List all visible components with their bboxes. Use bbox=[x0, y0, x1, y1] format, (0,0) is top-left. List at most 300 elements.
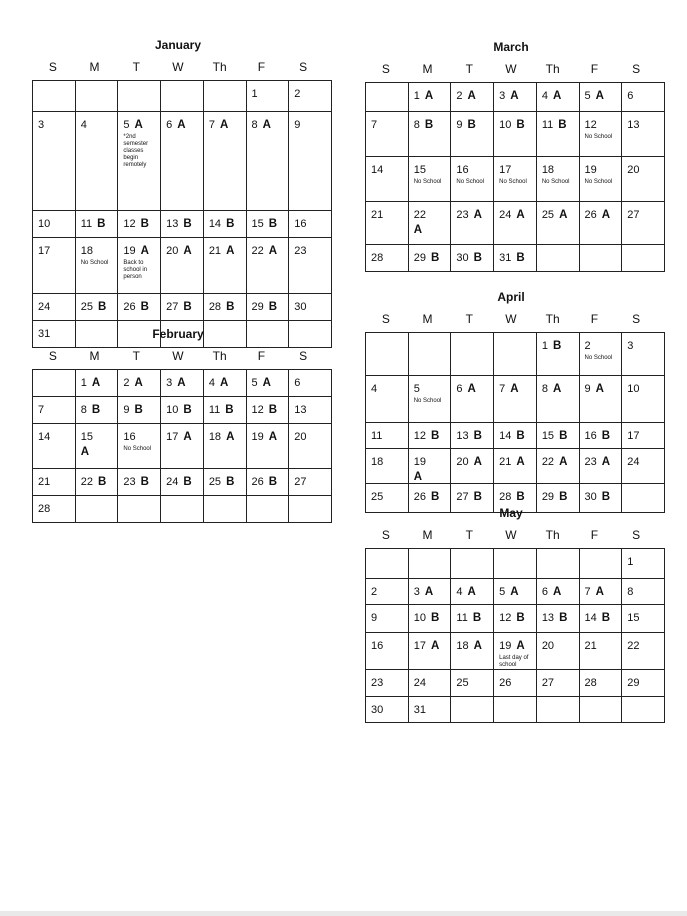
weekday-header-row bbox=[365, 312, 657, 326]
day-number: 7 bbox=[584, 586, 591, 598]
weekday-header: S bbox=[381, 528, 390, 542]
day-cell bbox=[579, 449, 622, 484]
day-number: 19 bbox=[499, 640, 512, 652]
weekday-header: M bbox=[422, 528, 433, 542]
day-cell bbox=[118, 424, 161, 469]
day-rotation-letter: A bbox=[559, 209, 568, 221]
day-number: 14 bbox=[371, 164, 384, 176]
day-number: 1 bbox=[251, 88, 258, 100]
weekday-header: F bbox=[590, 62, 599, 76]
weekday-header: T bbox=[132, 60, 140, 74]
weekday-header: Th bbox=[545, 528, 560, 542]
day-number: 9 bbox=[123, 404, 130, 416]
weekday-header: S bbox=[381, 62, 390, 76]
day-cell bbox=[622, 333, 665, 376]
day-number: 27 bbox=[294, 476, 307, 488]
day-number: 15 bbox=[251, 218, 264, 230]
day-number: 15 bbox=[541, 430, 555, 442]
day-rotation-letter: A bbox=[140, 245, 149, 257]
day-number: 30 bbox=[294, 301, 307, 313]
day-cell bbox=[494, 579, 537, 605]
day-number: 28 bbox=[38, 503, 51, 515]
day-number: 16 bbox=[371, 640, 384, 652]
day-cell bbox=[33, 294, 76, 321]
weekday-header-row bbox=[365, 62, 657, 76]
day-number: 8 bbox=[541, 383, 548, 395]
day-cell bbox=[622, 112, 665, 157]
day-rotation-letter: B bbox=[559, 430, 568, 442]
day-number: 14 bbox=[584, 612, 597, 624]
day-number: 28 bbox=[584, 677, 597, 689]
day-number: 25 bbox=[80, 301, 93, 313]
day-cell bbox=[366, 449, 409, 484]
day-cell bbox=[161, 424, 204, 469]
day-number: 26 bbox=[251, 476, 264, 488]
week-row bbox=[33, 424, 332, 469]
day-number: 3 bbox=[499, 90, 506, 102]
day-number: 31 bbox=[499, 252, 512, 264]
day-number: 2 bbox=[456, 90, 463, 102]
day-number: 18 bbox=[208, 431, 222, 443]
day-cell bbox=[75, 112, 118, 211]
day-rotation-letter: A bbox=[430, 640, 440, 652]
day-cell bbox=[622, 157, 665, 202]
day-rotation-letter: B bbox=[226, 301, 235, 313]
week-row bbox=[33, 469, 332, 496]
day-number: 18 bbox=[541, 164, 555, 176]
day-cell bbox=[451, 549, 494, 579]
day-note: *2nd semester classes begin remotely bbox=[123, 134, 149, 168]
week-row bbox=[33, 397, 332, 424]
day-number: 10 bbox=[627, 383, 640, 395]
day-cell bbox=[366, 83, 409, 112]
day-rotation-letter: B bbox=[516, 252, 525, 264]
day-number: 10 bbox=[499, 119, 512, 131]
week-row bbox=[366, 333, 665, 376]
day-number: 27 bbox=[166, 301, 179, 313]
day-cell bbox=[161, 370, 204, 397]
day-rotation-letter: B bbox=[472, 612, 482, 624]
day-rotation-letter: A bbox=[413, 224, 423, 236]
day-cell bbox=[536, 376, 579, 423]
day-rotation-letter: A bbox=[413, 471, 423, 483]
day-cell bbox=[408, 202, 451, 245]
day-number: 5 bbox=[584, 90, 591, 102]
day-cell bbox=[579, 245, 622, 272]
calendar-grid bbox=[32, 80, 332, 348]
week-row bbox=[366, 697, 665, 723]
day-cell bbox=[289, 81, 332, 112]
day-cell bbox=[494, 376, 537, 423]
day-rotation-letter: A bbox=[510, 586, 519, 598]
day-cell bbox=[536, 157, 579, 202]
day-cell bbox=[289, 238, 332, 294]
day-number: 11 bbox=[541, 119, 554, 131]
day-rotation-letter: B bbox=[183, 476, 192, 488]
day-cell bbox=[366, 376, 409, 423]
day-number: 20 bbox=[456, 456, 469, 468]
day-number: 23 bbox=[456, 209, 469, 221]
day-number: 22 bbox=[541, 456, 555, 468]
day-rotation-letter: A bbox=[510, 90, 519, 102]
day-cell bbox=[118, 496, 161, 523]
day-number: 1 bbox=[413, 90, 420, 102]
day-cell bbox=[494, 670, 537, 697]
day-number: 4 bbox=[208, 377, 215, 389]
day-cell bbox=[408, 112, 451, 157]
day-number: 2 bbox=[584, 340, 591, 352]
day-cell bbox=[161, 112, 204, 211]
day-cell bbox=[33, 370, 76, 397]
day-number: 23 bbox=[584, 456, 597, 468]
day-cell bbox=[289, 211, 332, 238]
day-cell bbox=[579, 697, 622, 723]
day-cell bbox=[75, 81, 118, 112]
day-note: No School bbox=[456, 179, 485, 185]
day-rotation-letter: B bbox=[140, 476, 149, 488]
day-rotation-letter: B bbox=[473, 252, 482, 264]
day-number: 24 bbox=[413, 677, 426, 689]
day-number: 4 bbox=[541, 90, 548, 102]
day-cell bbox=[203, 81, 246, 112]
day-number: 22 bbox=[251, 245, 264, 257]
day-cell bbox=[494, 112, 537, 157]
day-number: 10 bbox=[38, 218, 51, 230]
day-cell bbox=[494, 423, 537, 449]
day-rotation-letter: B bbox=[140, 301, 149, 313]
day-rotation-letter: A bbox=[177, 377, 186, 389]
day-number: 30 bbox=[371, 704, 384, 716]
day-number: 29 bbox=[413, 252, 426, 264]
day-number: 5 bbox=[499, 586, 506, 598]
day-rotation-letter: A bbox=[268, 245, 278, 257]
day-number: 25 bbox=[208, 476, 222, 488]
month-title: February bbox=[152, 327, 204, 341]
day-cell bbox=[579, 202, 622, 245]
day-rotation-letter: A bbox=[219, 377, 229, 389]
day-number: 21 bbox=[38, 476, 51, 488]
day-number: 10 bbox=[413, 612, 426, 624]
day-number: 30 bbox=[456, 252, 469, 264]
day-number: 24 bbox=[166, 476, 179, 488]
day-cell bbox=[246, 469, 289, 496]
day-cell bbox=[366, 633, 409, 670]
day-cell bbox=[366, 245, 409, 272]
day-number: 12 bbox=[251, 404, 264, 416]
day-cell bbox=[451, 449, 494, 484]
day-number: 20 bbox=[166, 245, 179, 257]
day-number: 21 bbox=[499, 456, 512, 468]
day-cell bbox=[622, 245, 665, 272]
day-cell bbox=[203, 211, 246, 238]
weekday-header-row bbox=[32, 349, 324, 363]
day-number: 27 bbox=[541, 677, 555, 689]
day-rotation-letter: B bbox=[134, 404, 143, 416]
day-cell bbox=[366, 697, 409, 723]
weekday-header: M bbox=[89, 349, 100, 363]
day-number: 21 bbox=[208, 245, 222, 257]
day-cell bbox=[161, 211, 204, 238]
day-rotation-letter: B bbox=[601, 612, 611, 624]
day-cell bbox=[408, 333, 451, 376]
day-rotation-letter: B bbox=[268, 218, 278, 230]
day-cell bbox=[289, 370, 332, 397]
week-row bbox=[366, 245, 665, 272]
day-number: 13 bbox=[294, 404, 307, 416]
week-row bbox=[366, 579, 665, 605]
calendar-grid bbox=[365, 548, 665, 723]
day-cell bbox=[622, 449, 665, 484]
day-number: 20 bbox=[294, 431, 307, 443]
day-number: 23 bbox=[294, 245, 307, 257]
day-rotation-letter: A bbox=[183, 245, 192, 257]
day-cell bbox=[536, 423, 579, 449]
day-number: 7 bbox=[208, 119, 215, 131]
weekday-header: T bbox=[465, 312, 473, 326]
day-number: 15 bbox=[80, 431, 93, 443]
day-number: 11 bbox=[80, 218, 93, 230]
weekday-header: M bbox=[422, 62, 433, 76]
week-row bbox=[33, 370, 332, 397]
day-cell bbox=[75, 496, 118, 523]
day-number: 12 bbox=[413, 430, 426, 442]
day-note: No School bbox=[413, 398, 442, 404]
day-number: 27 bbox=[456, 491, 469, 503]
day-cell bbox=[408, 579, 451, 605]
day-rotation-letter: B bbox=[183, 218, 192, 230]
day-number: 28 bbox=[208, 301, 222, 313]
day-number: 17 bbox=[413, 640, 426, 652]
day-cell bbox=[366, 333, 409, 376]
day-cell bbox=[203, 294, 246, 321]
day-cell bbox=[536, 549, 579, 579]
day-number: 23 bbox=[371, 677, 384, 689]
day-number: 3 bbox=[413, 586, 420, 598]
day-cell bbox=[118, 397, 161, 424]
day-cell bbox=[408, 245, 451, 272]
day-number: 22 bbox=[627, 640, 640, 652]
day-cell bbox=[246, 370, 289, 397]
day-cell bbox=[408, 83, 451, 112]
day-cell bbox=[451, 423, 494, 449]
day-cell bbox=[366, 670, 409, 697]
day-number: 8 bbox=[413, 119, 420, 131]
day-cell bbox=[75, 370, 118, 397]
day-cell bbox=[289, 496, 332, 523]
week-row bbox=[366, 633, 665, 670]
day-number: 1 bbox=[627, 556, 634, 568]
day-cell bbox=[451, 202, 494, 245]
weekday-header: S bbox=[632, 312, 641, 326]
week-row bbox=[366, 157, 665, 202]
day-number: 25 bbox=[541, 209, 555, 221]
day-cell bbox=[408, 449, 451, 484]
day-cell bbox=[366, 579, 409, 605]
day-cell bbox=[33, 469, 76, 496]
day-number: 25 bbox=[456, 677, 469, 689]
day-rotation-letter: B bbox=[226, 476, 235, 488]
weekday-header: W bbox=[505, 528, 517, 542]
day-cell bbox=[494, 449, 537, 484]
day-cell bbox=[246, 81, 289, 112]
day-cell bbox=[118, 211, 161, 238]
day-rotation-letter: A bbox=[559, 456, 568, 468]
day-rotation-letter: B bbox=[430, 491, 440, 503]
day-rotation-letter: A bbox=[80, 446, 90, 458]
day-cell bbox=[494, 333, 537, 376]
weekday-header: Th bbox=[212, 349, 227, 363]
day-number: 28 bbox=[371, 252, 384, 264]
day-rotation-letter: B bbox=[473, 430, 482, 442]
day-rotation-letter: B bbox=[516, 612, 525, 624]
day-cell bbox=[494, 633, 537, 670]
day-number: 13 bbox=[456, 430, 469, 442]
day-number: 14 bbox=[208, 218, 222, 230]
day-number: 29 bbox=[251, 301, 264, 313]
day-rotation-letter: A bbox=[516, 640, 525, 652]
day-cell bbox=[408, 697, 451, 723]
weekday-header: S bbox=[48, 60, 57, 74]
day-rotation-letter: A bbox=[595, 90, 604, 102]
day-cell bbox=[408, 633, 451, 670]
day-number: 16 bbox=[456, 164, 469, 176]
weekday-header: Th bbox=[212, 60, 227, 74]
day-number: 21 bbox=[584, 640, 597, 652]
day-number: 20 bbox=[627, 164, 640, 176]
day-cell bbox=[622, 670, 665, 697]
day-rotation-letter: B bbox=[430, 252, 440, 264]
day-note: Back to school in person bbox=[123, 260, 148, 280]
day-cell bbox=[579, 549, 622, 579]
day-rotation-letter: A bbox=[516, 456, 525, 468]
day-cell bbox=[408, 549, 451, 579]
day-cell bbox=[246, 211, 289, 238]
day-rotation-letter: B bbox=[467, 119, 476, 131]
day-rotation-letter: A bbox=[268, 431, 278, 443]
day-cell bbox=[579, 83, 622, 112]
day-cell bbox=[203, 424, 246, 469]
day-cell bbox=[536, 670, 579, 697]
week-row bbox=[366, 83, 665, 112]
weekday-header: W bbox=[505, 62, 517, 76]
week-row bbox=[366, 449, 665, 484]
day-number: 29 bbox=[541, 491, 555, 503]
day-number: 18 bbox=[456, 640, 469, 652]
calendar-grid bbox=[32, 369, 332, 523]
day-cell bbox=[494, 245, 537, 272]
day-number: 27 bbox=[627, 209, 640, 221]
day-cell bbox=[622, 423, 665, 449]
day-cell bbox=[579, 423, 622, 449]
day-number: 25 bbox=[371, 491, 384, 503]
week-row bbox=[366, 605, 665, 633]
day-number: 24 bbox=[499, 209, 512, 221]
day-number: 17 bbox=[627, 430, 640, 442]
day-cell bbox=[75, 238, 118, 294]
day-cell bbox=[118, 469, 161, 496]
day-number: 30 bbox=[584, 491, 597, 503]
day-cell bbox=[451, 376, 494, 423]
day-cell bbox=[33, 81, 76, 112]
day-cell bbox=[33, 424, 76, 469]
day-cell bbox=[289, 424, 332, 469]
day-number: 10 bbox=[166, 404, 179, 416]
day-rotation-letter: A bbox=[467, 383, 476, 395]
day-cell bbox=[203, 370, 246, 397]
day-rotation-letter: A bbox=[219, 119, 229, 131]
day-number: 7 bbox=[371, 119, 378, 131]
day-cell bbox=[451, 112, 494, 157]
day-note: No School bbox=[584, 134, 613, 140]
day-cell bbox=[622, 579, 665, 605]
day-cell bbox=[289, 294, 332, 321]
day-rotation-letter: A bbox=[595, 586, 604, 598]
day-number: 19 bbox=[413, 456, 426, 468]
day-number: 24 bbox=[627, 456, 640, 468]
day-number: 1 bbox=[80, 377, 87, 389]
day-rotation-letter: B bbox=[183, 301, 192, 313]
day-number: 29 bbox=[627, 677, 640, 689]
day-cell bbox=[622, 605, 665, 633]
day-note: Last day of school bbox=[499, 655, 529, 668]
day-rotation-letter: B bbox=[97, 218, 106, 230]
day-cell bbox=[33, 211, 76, 238]
day-cell bbox=[203, 469, 246, 496]
day-number: 18 bbox=[371, 456, 384, 468]
day-number: 5 bbox=[251, 377, 258, 389]
day-cell bbox=[408, 423, 451, 449]
day-number: 1 bbox=[541, 340, 548, 352]
day-number: 22 bbox=[413, 209, 426, 221]
weekday-header: F bbox=[257, 60, 266, 74]
day-rotation-letter: A bbox=[467, 586, 476, 598]
day-cell bbox=[451, 579, 494, 605]
day-cell bbox=[451, 697, 494, 723]
weekday-header: W bbox=[505, 312, 517, 326]
week-row bbox=[366, 202, 665, 245]
day-cell bbox=[579, 376, 622, 423]
day-cell bbox=[408, 157, 451, 202]
day-rotation-letter: A bbox=[262, 377, 271, 389]
day-cell bbox=[161, 81, 204, 112]
day-cell bbox=[536, 605, 579, 633]
day-cell bbox=[75, 211, 118, 238]
day-cell bbox=[622, 376, 665, 423]
week-row bbox=[366, 670, 665, 697]
day-cell bbox=[579, 579, 622, 605]
week-row bbox=[366, 423, 665, 449]
day-number: 11 bbox=[208, 404, 221, 416]
day-number: 6 bbox=[456, 383, 463, 395]
day-number: 12 bbox=[499, 612, 512, 624]
day-number: 8 bbox=[80, 404, 87, 416]
day-cell bbox=[118, 81, 161, 112]
day-number: 26 bbox=[499, 677, 512, 689]
day-number: 16 bbox=[123, 431, 136, 443]
weekday-header: S bbox=[299, 349, 308, 363]
day-cell bbox=[536, 333, 579, 376]
day-cell bbox=[366, 605, 409, 633]
day-number: 28 bbox=[499, 491, 512, 503]
day-cell bbox=[75, 469, 118, 496]
day-number: 9 bbox=[584, 383, 591, 395]
day-cell bbox=[408, 670, 451, 697]
week-row bbox=[33, 238, 332, 294]
day-cell bbox=[366, 157, 409, 202]
weekday-header: S bbox=[632, 62, 641, 76]
day-number: 20 bbox=[541, 640, 555, 652]
day-cell bbox=[494, 697, 537, 723]
